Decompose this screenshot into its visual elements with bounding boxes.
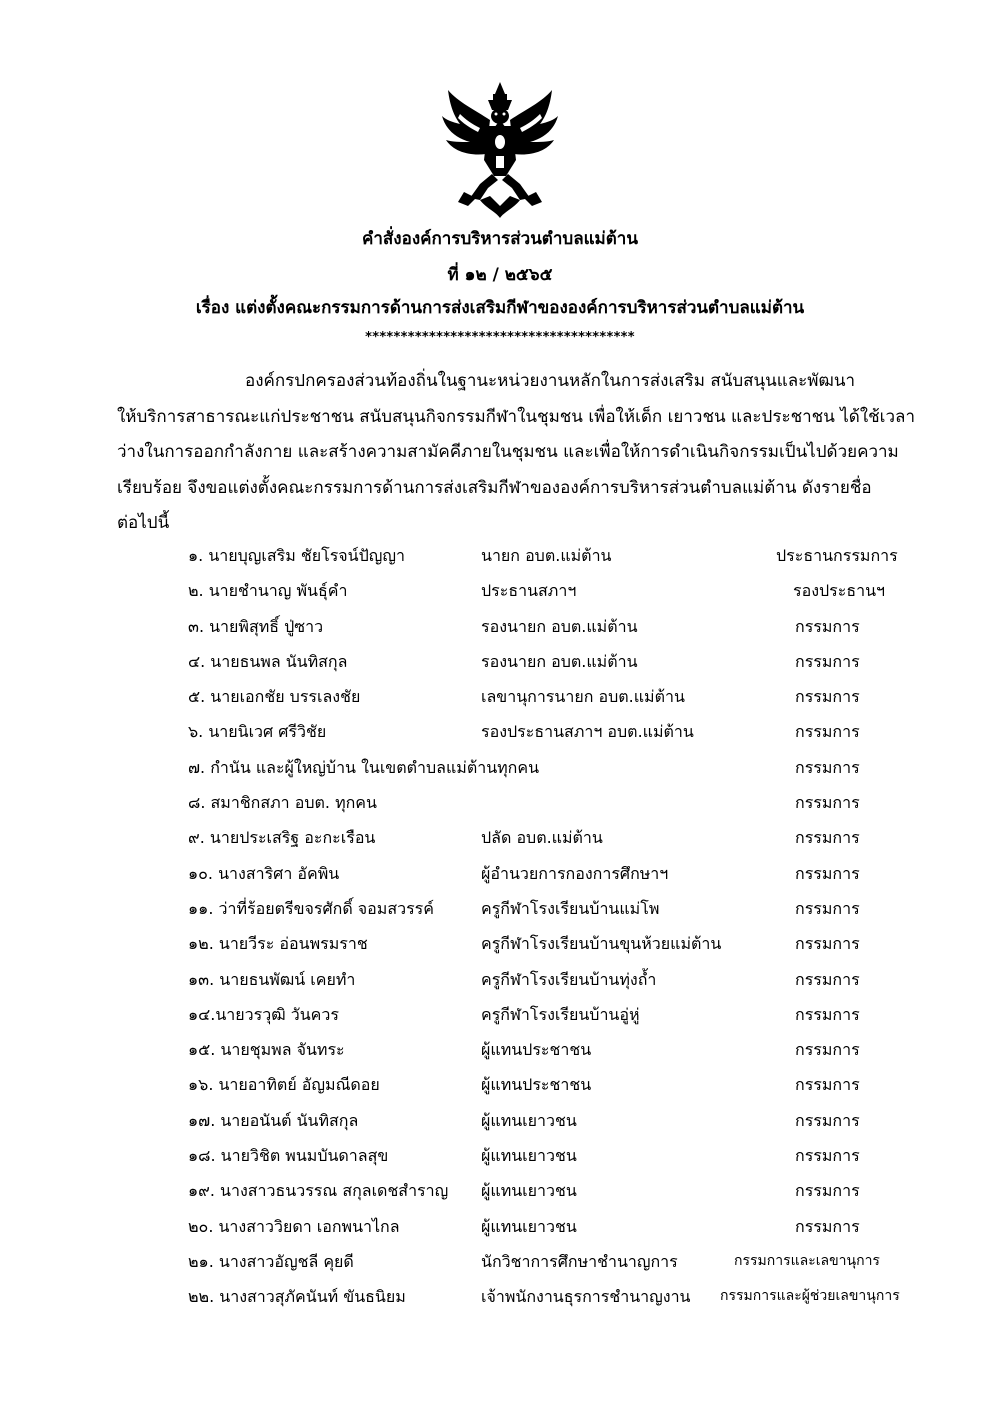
member-role: กรรมการ <box>795 969 860 989</box>
member-name: ๒. นายชำนาญ พันธุ์คำ <box>188 581 348 601</box>
member-role: รองประธานฯ <box>793 581 886 601</box>
body-paragraph <box>117 364 915 542</box>
paragraph-line: ให้บริการสาธารณะแก่ประชาชน สนับสนุนกิจกรรมกีฬาในชุมชน เพื่อให้เด็ก เยาวชน และประชาชน ได้ใช้เวลา <box>117 406 915 427</box>
member-role: กรรมการ <box>795 757 860 777</box>
committee-member-row <box>0 573 1000 608</box>
separator-line: ************************************** <box>365 330 635 345</box>
member-role: กรรมการ <box>795 1216 860 1236</box>
committee-member-row <box>0 644 1000 679</box>
member-role: กรรมการ <box>795 1004 860 1024</box>
member-role: กรรมการ <box>795 651 860 671</box>
member-role: กรรมการและผู้ช่วยเลขานุการ <box>720 1288 900 1305</box>
member-role: ประธานกรรมการ <box>776 546 898 565</box>
member-role: กรรมการและเลขานุการ <box>734 1252 880 1269</box>
member-role: กรรมการ <box>795 1110 860 1130</box>
member-name: ๙. นายประเสริฐ อะกะเรือน <box>188 828 376 848</box>
committee-member-row <box>0 1103 1000 1138</box>
member-position: ครูกีฬาโรงเรียนบ้านขุนห้วยแม่ต้าน <box>481 934 722 954</box>
member-position: นายก อบต.แม่ต้าน <box>481 546 612 565</box>
garuda-emblem-icon <box>440 80 560 220</box>
member-position: รองนายก อบต.แม่ต้าน <box>481 651 638 671</box>
member-position: ประธานสภาฯ <box>481 581 577 601</box>
member-name: ๓. นายพิสุทธิ์ ปู่ซาว <box>188 616 324 636</box>
paragraph-line: ต่อไปนี้ <box>117 513 170 533</box>
order-title: คำสั่งองค์การบริหารส่วนตำบลแม่ต้าน <box>362 229 638 249</box>
member-position: ผู้แทนเยาวชน <box>481 1110 577 1130</box>
member-role: กรรมการ <box>795 687 860 707</box>
member-name: ๒๑. นางสาวอัญชลี คุยดี <box>188 1251 354 1271</box>
member-position: ผู้แทนเยาวชน <box>481 1216 577 1236</box>
member-role: กรรมการ <box>795 1040 860 1060</box>
committee-member-row <box>0 891 1000 926</box>
order-subject: เรื่อง แต่งตั้งคณะกรรมการด้านการส่งเสริมกีฬาขององค์การบริหารส่วนตำบลแม่ต้าน <box>195 298 805 318</box>
committee-member-row <box>0 1138 1000 1173</box>
member-name: ๕. นายเอกชัย บรรเลงชัย <box>188 687 361 707</box>
committee-member-row <box>0 1032 1000 1067</box>
member-role: กรรมการ <box>795 1075 860 1095</box>
committee-member-row <box>0 1067 1000 1102</box>
member-name: ๑. นายบุญเสริม ชัยโรจน์ปัญญา <box>188 546 406 565</box>
member-position: ผู้แทนประชาชน <box>481 1075 592 1095</box>
committee-member-row <box>0 750 1000 785</box>
member-name: ๑๕. นายชุมพล จันทระ <box>188 1040 345 1060</box>
member-position: เจ้าพนักงานธุรการชำนาญงาน <box>481 1287 691 1307</box>
paragraph-line: เรียบร้อย จึงขอแต่งตั้งคณะกรรมการด้านการส่งเสริมกีฬาขององค์การบริหารส่วนตำบลแม่ต้าน ดังรายชื่อ <box>117 477 872 498</box>
member-position: เลขานุการนายก อบต.แม่ต้าน <box>481 687 685 707</box>
member-role: กรรมการ <box>795 898 860 918</box>
member-role: กรรมการ <box>795 934 860 954</box>
member-name: ๒๐. นางสาววิยดา เอกพนาไกล <box>188 1216 400 1236</box>
member-name: ๔. นายธนพล นันทิสกุล <box>188 651 348 671</box>
member-position: ผู้แทนเยาวชน <box>481 1146 577 1166</box>
member-position: ผู้แทนประชาชน <box>481 1040 592 1060</box>
member-role: กรรมการ <box>795 1146 860 1166</box>
committee-member-row <box>0 1209 1000 1244</box>
committee-member-row <box>0 856 1000 891</box>
member-name: ๑๑. ว่าที่ร้อยตรีขจรศักดิ์ จอมสวรรค์ <box>188 898 434 918</box>
committee-member-row <box>0 1173 1000 1208</box>
committee-member-row <box>0 609 1000 644</box>
member-name: ๑๓. นายธนพัฒน์ เคยทำ <box>188 969 356 989</box>
order-number: ที่ ๑๒ / ๒๕๖๕ <box>447 265 553 285</box>
member-name: ๖. นายนิเวศ ศรีวิชัย <box>188 722 327 742</box>
member-role: กรรมการ <box>795 616 860 636</box>
member-name: ๗. กำนัน และผู้ใหญ่บ้าน ในเขตตำบลแม่ต้านทุกคน <box>188 757 540 777</box>
committee-member-row <box>0 1279 1000 1314</box>
member-name: ๑๙. นางสาวธนวรรณ สกุลเดชสำราญ <box>188 1181 449 1201</box>
member-role: กรรมการ <box>795 828 860 848</box>
member-position: ผู้อำนวยการกองการศึกษาฯ <box>481 863 669 883</box>
member-role: กรรมการ <box>795 863 860 883</box>
member-position: ผู้แทนเยาวชน <box>481 1181 577 1201</box>
member-name: ๘. สมาชิกสภา อบต. ทุกคน <box>188 793 377 813</box>
member-name: ๑๒. นายวีระ อ่อนพรมราช <box>188 934 368 954</box>
committee-member-row <box>0 679 1000 714</box>
member-role: กรรมการ <box>795 1181 860 1201</box>
paragraph-line: องค์กรปกครองส่วนท้องถิ่นในฐานะหน่วยงานหลักในการส่งเสริม สนับสนุนและพัฒนา <box>245 371 856 391</box>
member-position: ครูกีฬาโรงเรียนบ้านแม่โพ <box>481 898 660 918</box>
member-name: ๑๐. นางสาริศา อัคพิน <box>188 863 340 883</box>
member-name: ๑๗. นายอนันต์ นันทิสกุล <box>188 1110 359 1130</box>
member-position: ครูกีฬาโรงเรียนบ้านทุ่งถ้ำ <box>481 969 657 989</box>
committee-member-row <box>0 1244 1000 1279</box>
paragraph-line: ว่างในการออกกำลังกาย และสร้างความสามัคคีภายในชุมชน และเพื่อให้การดำเนินกิจกรรมเป็นไปด้วยความ <box>117 442 899 462</box>
committee-member-row <box>0 785 1000 820</box>
member-position: ปลัด อบต.แม่ต้าน <box>481 828 603 848</box>
member-name: ๑๘. นายวิชิต พนมบันดาลสุข <box>188 1146 389 1166</box>
member-name: ๒๒. นางสาวสุภัคนันท์ ขันธนิยม <box>188 1287 406 1307</box>
member-role: กรรมการ <box>795 722 860 742</box>
committee-member-row <box>0 538 1000 573</box>
member-name: ๑๖. นายอาทิตย์ อัญมณีดอย <box>188 1075 380 1095</box>
member-position: รองประธานสภาฯ อบต.แม่ต้าน <box>481 722 694 742</box>
member-position: ครูกีฬาโรงเรียนบ้านอู่หู่ <box>481 1004 640 1024</box>
member-role: กรรมการ <box>795 793 860 813</box>
member-position: รองนายก อบต.แม่ต้าน <box>481 616 638 636</box>
committee-member-row <box>0 997 1000 1032</box>
committee-member-row <box>0 926 1000 961</box>
committee-member-row <box>0 962 1000 997</box>
committee-list <box>0 538 1000 1315</box>
member-name: ๑๔.นายวรวุฒิ วันควร <box>188 1004 339 1024</box>
member-position: นักวิชาการศึกษาชำนาญการ <box>481 1251 678 1271</box>
committee-member-row <box>0 714 1000 749</box>
committee-member-row <box>0 820 1000 855</box>
